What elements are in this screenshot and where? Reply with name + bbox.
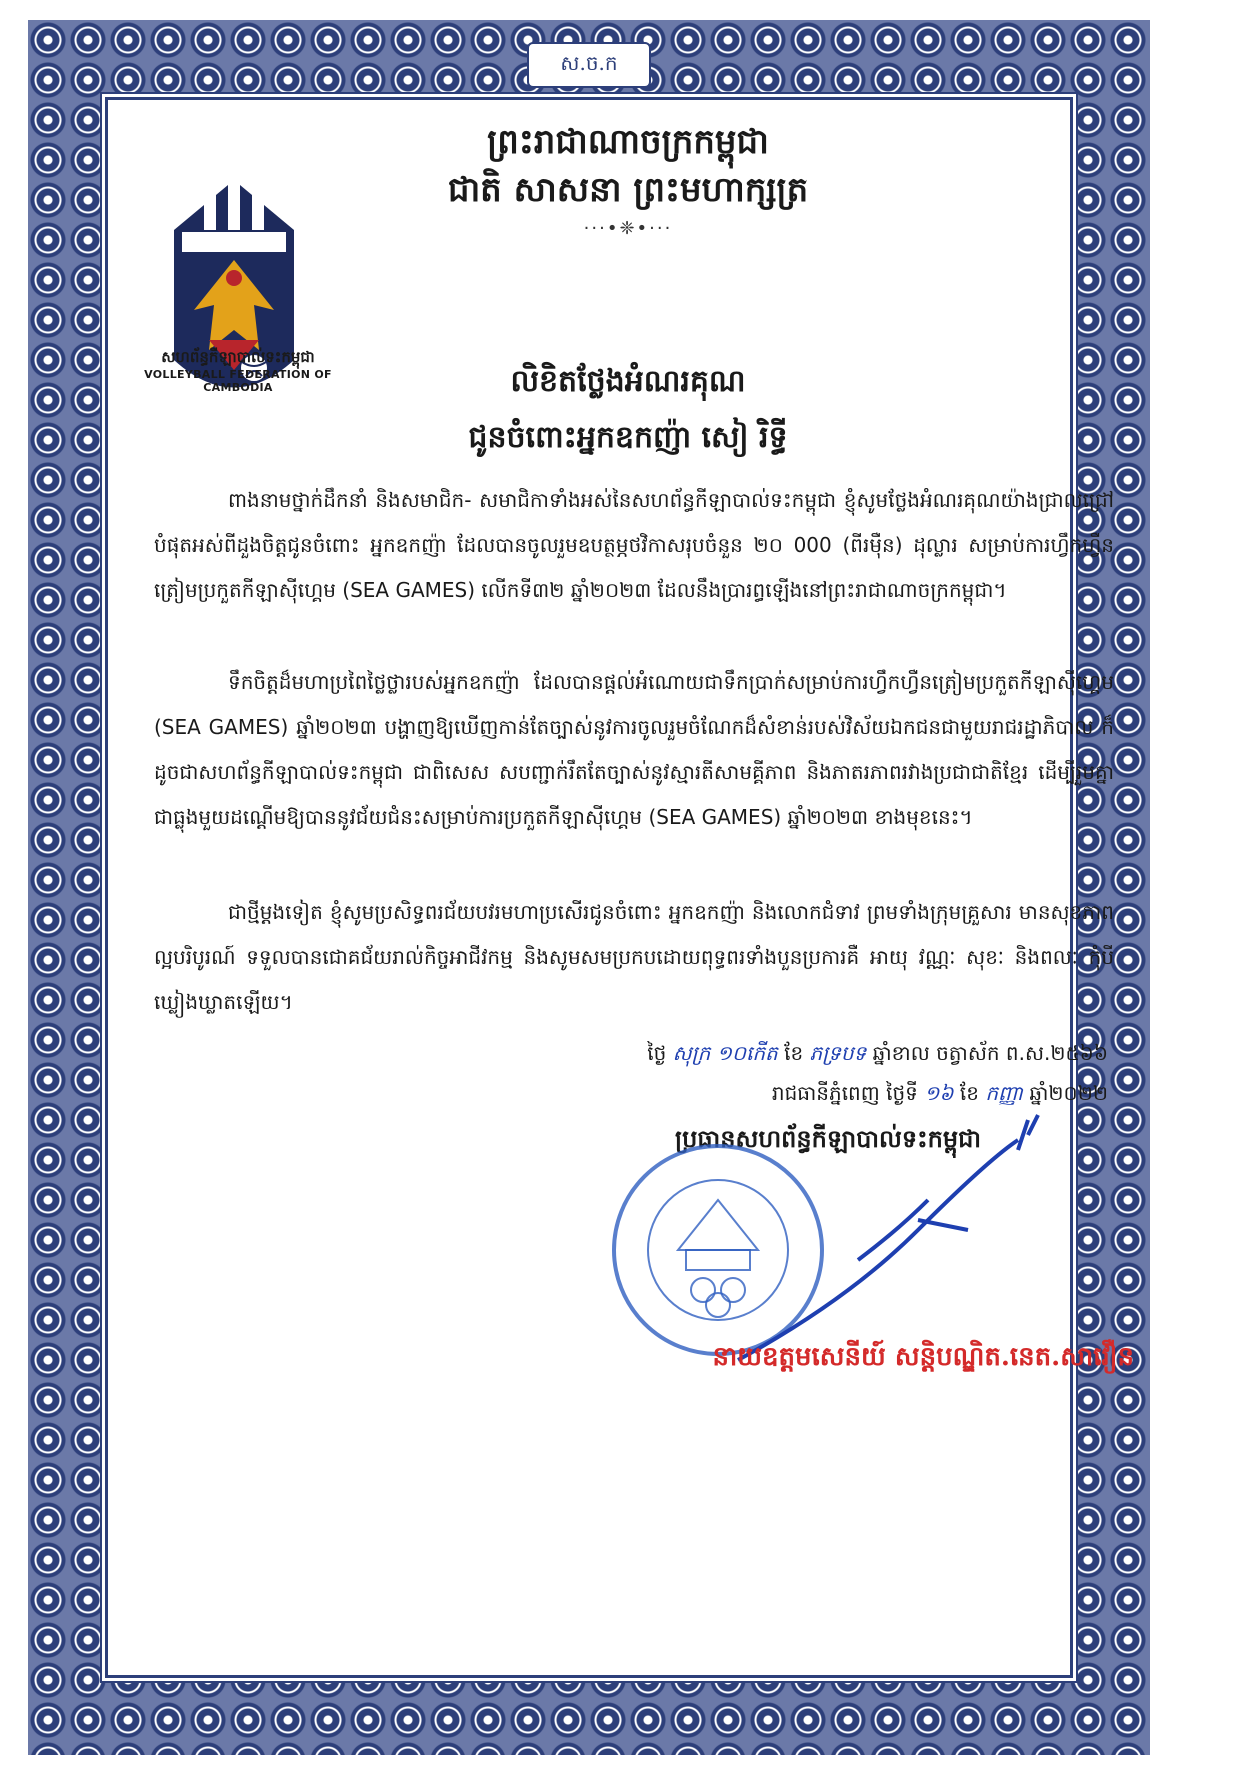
handwritten-lunar-month: ភទ្របទ — [809, 1041, 867, 1065]
solar-month-prefix: ខែ — [959, 1081, 979, 1105]
kingdom-title: ព្រះរាជាណាចក្រកម្ពុជា — [487, 122, 769, 162]
body-paragraph-1: ពាងនាមថ្នាក់ដឹកនាំ និងសមាជិក- សមាជិកាទាំងអស់នៃសហព័ន្ធកីឡាបាល់ទះកម្ពុជា ខ្ញុំសូមថ្លែងអំណរគុណយ៉ាងជ្រាលជ្រៅបំផុតអស់ពីដួងចិត្តជូនចំពោះ អ្នកឧកញ៉ា ដែលបានចូលរួមឧបត្ថម្ភថវិកាសរុបចំនួន ២០ 000 (ពីរម៉ឺន) ដុល្លារ សម្រាប់ការហ្វឹកហ្វឺនត្រៀមប្រកួតកីឡាស៊ីហ្គេម (SEA GAMES) លើកទី៣២ ឆ្នាំ២០២៣ ដែលនឹងប្រារព្ធឡើងនៅព្រះរាជាណាចក្រកម្ពុជា។ — [154, 488, 1114, 602]
signatory-title: ប្រធានសហព័ន្ធកីឡាបាល់ទះកម្ពុជា — [675, 1124, 981, 1153]
letter-title: លិខិតថ្លែងអំណរគុណ — [510, 364, 746, 399]
logo-name-english: VOLLEYBALL FEDERATION OF CAMBODIA — [144, 368, 332, 394]
solar-year: ឆ្នាំ២០២២ — [1029, 1081, 1108, 1105]
document-code: ស.ច.ក — [527, 42, 651, 88]
signer-name: នាយឧត្តមសេនីយ៍ សន្តិបណ្ឌិត.នេត.សាវឿន — [712, 1342, 1134, 1372]
lunar-prefix: ថ្ងៃ — [647, 1041, 667, 1065]
handwritten-lunar-date: ១០កើត — [716, 1041, 778, 1065]
body-paragraph-2: ទឹកចិត្តដ៏មហាប្រពៃថ្លៃថ្លារបស់អ្នកឧកញ៉ា ដែលបានផ្តល់អំណោយជាទឹកប្រាក់សម្រាប់ការហ្វឹកហ្វឺនត្រៀមប្រកួតកីឡាស៊ីហ្គេម (SEA GAMES) ឆ្នាំ២០២៣ បង្ហាញឱ្យឃើញកាន់តែច្បាស់នូវការចូលរួមចំណែកដ៏សំខាន់របស់វិស័យឯកជនជាមួយរាជរដ្ឋាភិបាល ក៏ដូចជាសហព័ន្ធកីឡាបាល់ទះកម្ពុជា ជាពិសេស សបញ្ជាក់រឹតតែច្បាស់នូវស្មារតីសាមគ្គីភាព និងភាតរភាពរវាងប្រជាជាតិខ្មែរ ដើម្បីរួមគ្នាជាធ្លុងមួយដណ្តើមឱ្យបាននូវជ័យជំនះសម្រាប់ការប្រកួតកីឡាស៊ីហ្គេម (SEA GAMES) ឆ្នាំ២០២៣ ខាងមុខនេះ។ — [154, 670, 1114, 829]
handwritten-solar-day: ១៦ — [924, 1081, 954, 1105]
solar-date-line — [528, 1080, 1108, 1110]
lunar-year: ឆ្នាំខាល ចត្វាស័ក ព.ស.២៥៦៦ — [872, 1041, 1108, 1065]
body-paragraph-3: ជាថ្មីម្តងទៀត ខ្ញុំសូមប្រសិទ្ធពរជ័យបវរមហាប្រសើរជូនចំពោះ អ្នកឧកញ៉ា និងលោកជំទាវ ព្រមទាំងក្រុមគ្រួសារ មានសុខភាពល្អបរិបូរណ៍ ទទួលបានជោគជ័យរាល់កិច្ចអាជីវកម្ម និងសូមសមប្រកបដោយពុទ្ធពរទាំងបួនប្រការគឺ អាយុ វណ្ណៈ សុខៈ និងពលៈ កុំបីឃ្លៀងឃ្លាតឡើយ។ — [154, 900, 1114, 1014]
lunar-date-line — [528, 1040, 1108, 1070]
document-content — [108, 100, 1148, 1700]
divider-ornament: ···•❈•··· — [583, 218, 673, 239]
nation-motto: ជាតិ សាសនា ព្រះមហាក្សត្រ — [447, 170, 809, 210]
month-prefix: ខែ — [784, 1041, 804, 1065]
handwritten-solar-month: កញ្ញា — [985, 1081, 1024, 1105]
logo-name-khmer: សហព័ន្ធកីឡាបាល់ទះកម្ពុជា — [161, 348, 315, 366]
place-prefix: រាជធានីភ្នំពេញ ថ្ងៃទី — [771, 1081, 918, 1105]
handwritten-signature — [668, 1110, 1128, 1370]
handwritten-weekday: សុក្រ — [672, 1041, 711, 1065]
letter-recipient: ជូនចំពោះអ្នកឧកញ៉ា សៀ រិទ្ធី — [468, 420, 788, 455]
